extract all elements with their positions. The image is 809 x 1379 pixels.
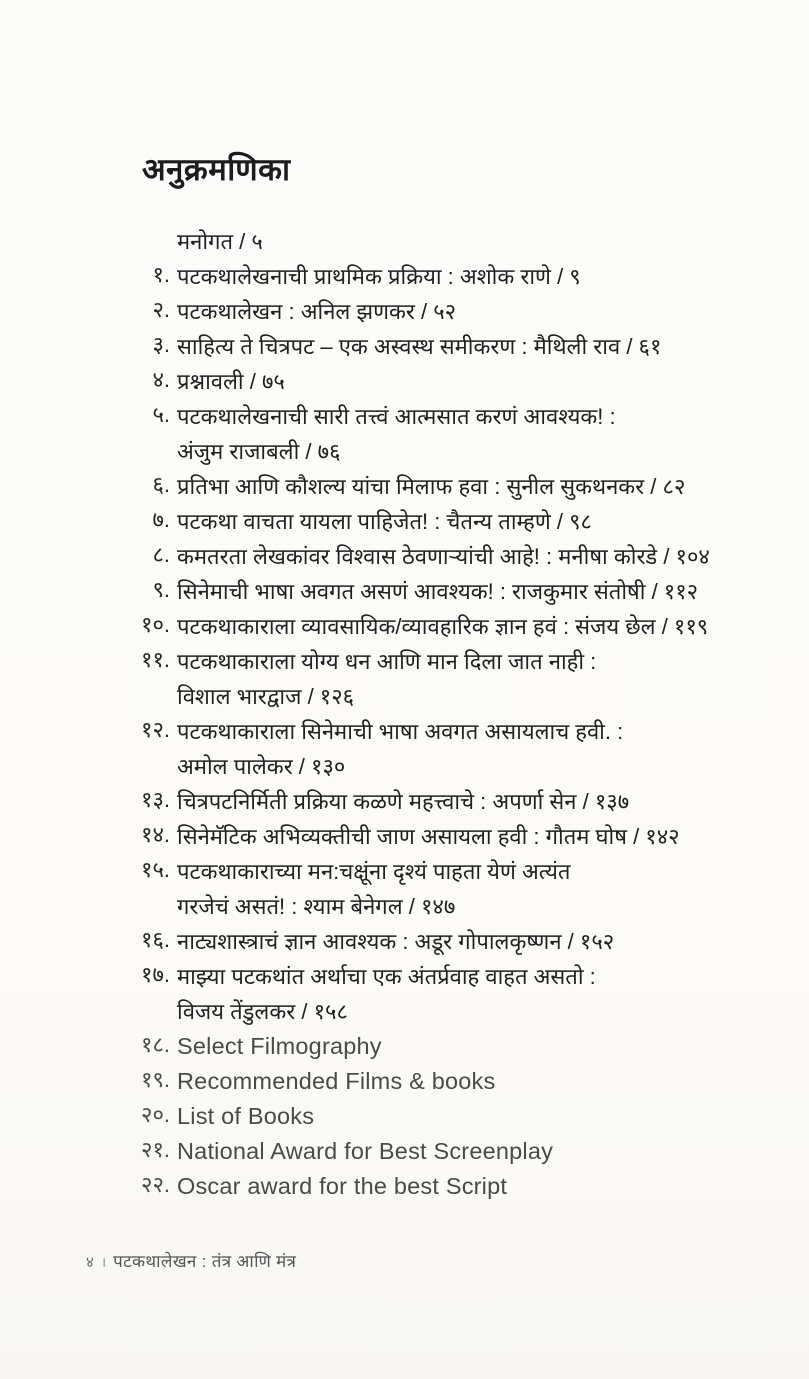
footer-book-title: पटकथालेखन : तंत्र आणि मंत्र <box>113 1252 297 1271</box>
toc-item-number: १२. <box>141 717 170 742</box>
toc-item-number: ८. <box>152 542 170 567</box>
toc-item <box>130 399 801 469</box>
toc-item-text: पटकथालेखनाची सारी तत्त्वं आत्मसात करणं आवश्यक! : <box>177 404 616 429</box>
toc-item-text: प्रश्नावली / ७५ <box>177 369 285 394</box>
toc-item <box>130 714 801 784</box>
toc-item-number: ३. <box>152 332 170 357</box>
toc-item <box>130 504 801 539</box>
toc-item-number: ९. <box>152 577 170 602</box>
toc-item <box>130 469 801 504</box>
toc-item <box>130 574 801 609</box>
toc-item-text: कमतरता लेखकांवर विश्वास ठेवणाऱ्यांची आहे! : मनीषा कोरडे / १०४ <box>177 544 710 569</box>
toc-item-number: १३. <box>141 787 170 812</box>
toc-item-number: १७. <box>141 962 170 987</box>
toc-item-text: पटकथालेखनाची प्राथमिक प्रक्रिया : अशोक राणे / ९ <box>177 264 581 289</box>
toc-item-text: साहित्य ते चित्रपट – एक अस्वस्थ समीकरण : मैथिली राव / ६१ <box>177 334 662 359</box>
toc-item-text: List of Books <box>177 1103 315 1129</box>
toc-item-text: विशाल भारद्वाज / १२६ <box>177 684 355 709</box>
toc-item-text: नाट्यशास्त्राचं ज्ञान आवश्यक : अडूर गोपालकृष्णन / १५२ <box>177 929 615 954</box>
toc-item-text: Recommended Films & books <box>177 1068 496 1094</box>
toc-item <box>130 1029 801 1064</box>
toc-item-text: सिनेमाची भाषा अवगत असणं आवश्यक! : राजकुमार संतोषी / ११२ <box>177 579 699 604</box>
toc-item <box>130 539 801 574</box>
toc-item <box>130 784 801 819</box>
toc-item-number <box>130 224 170 259</box>
toc-item-text: पटकथाकाराला योग्य धन आणि मान दिला जात नाही : <box>177 649 597 674</box>
toc-item-number: १०. <box>141 612 170 637</box>
toc-item-text: National Award for Best Screenplay <box>177 1138 554 1164</box>
toc-item <box>130 329 801 364</box>
toc-item-number: ७. <box>152 507 170 532</box>
toc-list <box>130 224 801 1204</box>
toc-item-number: १४. <box>141 822 170 847</box>
toc-item-text: पटकथाकाराला व्यावसायिक/व्यावहारिक ज्ञान हवं : संजय छेल / ११९ <box>177 614 709 639</box>
footer-page-number: ४ <box>86 1254 94 1271</box>
toc-item-number: १५. <box>141 857 170 882</box>
toc-item-number: १८. <box>141 1032 170 1057</box>
toc-item <box>130 364 801 399</box>
toc-item-text: पटकथा वाचता यायला पाहिजेत! : चैतन्य ताम्हणे / ९८ <box>177 509 592 534</box>
toc-item <box>130 259 801 294</box>
toc-item <box>130 819 801 854</box>
toc-item <box>130 294 801 329</box>
toc-item <box>130 1134 801 1169</box>
toc-intro-row <box>130 224 801 259</box>
toc-item-number: २१. <box>141 1137 170 1162</box>
toc-item-number: ५. <box>152 402 170 427</box>
toc-item-number: ६. <box>152 472 170 497</box>
toc-item-number: ४. <box>152 367 170 392</box>
toc-item-text: प्रतिभा आणि कौशल्य यांचा मिलाफ हवा : सुनील सुकथनकर / ८२ <box>177 474 686 499</box>
toc-item <box>130 1064 801 1099</box>
toc-item-text: चित्रपटनिर्मिती प्रक्रिया कळणे महत्त्वाचे : अपर्णा सेन / १३७ <box>177 789 630 814</box>
toc-item-number: १. <box>152 262 170 287</box>
toc-item-text: अंजुम राजाबली / ७६ <box>177 439 341 464</box>
toc-item-text: अमोल पालेकर / १३० <box>177 754 346 779</box>
toc-item-number: २०. <box>141 1102 170 1127</box>
toc-item-number: २. <box>152 297 170 322</box>
toc-item-text: Select Filmography <box>177 1033 382 1059</box>
toc-item-text: विजय तेंडुलकर / १५८ <box>177 999 348 1024</box>
toc-item-text: Oscar award for the best Script <box>177 1173 508 1199</box>
toc-item-text: पटकथाकाराच्या मन:चक्षूंना दृश्यं पाहता येणं अत्यंत <box>177 859 571 884</box>
toc-item-text: पटकथाकाराला सिनेमाची भाषा अवगत असायलाच हवी. : <box>177 719 624 744</box>
toc-item-text: गरजेचं असतं! : श्याम बेनेगल / १४७ <box>177 894 456 919</box>
footer-separator: । <box>100 1254 107 1270</box>
toc-item <box>130 924 801 959</box>
toc-intro-text: मनोगत / ५ <box>177 229 263 254</box>
toc-item <box>130 854 801 924</box>
toc-item-number: १९. <box>141 1067 170 1092</box>
toc-item-text: सिनेमॅटिक अभिव्यक्तीची जाण असायला हवी : गौतम घोष / १४२ <box>177 824 680 849</box>
page-title: अनुक्रमणिका <box>142 152 291 187</box>
toc-item <box>130 1169 801 1204</box>
page-footer <box>86 1249 296 1272</box>
toc-item-number: २२. <box>141 1172 170 1197</box>
toc-item <box>130 1099 801 1134</box>
toc-item <box>130 644 801 714</box>
toc-item-text: माझ्या पटकथांत अर्थाचा एक अंतर्प्रवाह वाहत असतो : <box>177 964 596 989</box>
toc-item-text: पटकथालेखन : अनिल झणकर / ५२ <box>177 299 457 324</box>
toc-item-number: १६. <box>141 927 170 952</box>
toc-item <box>130 609 801 644</box>
toc-item-number: ११. <box>141 647 170 672</box>
toc-item <box>130 959 801 1029</box>
